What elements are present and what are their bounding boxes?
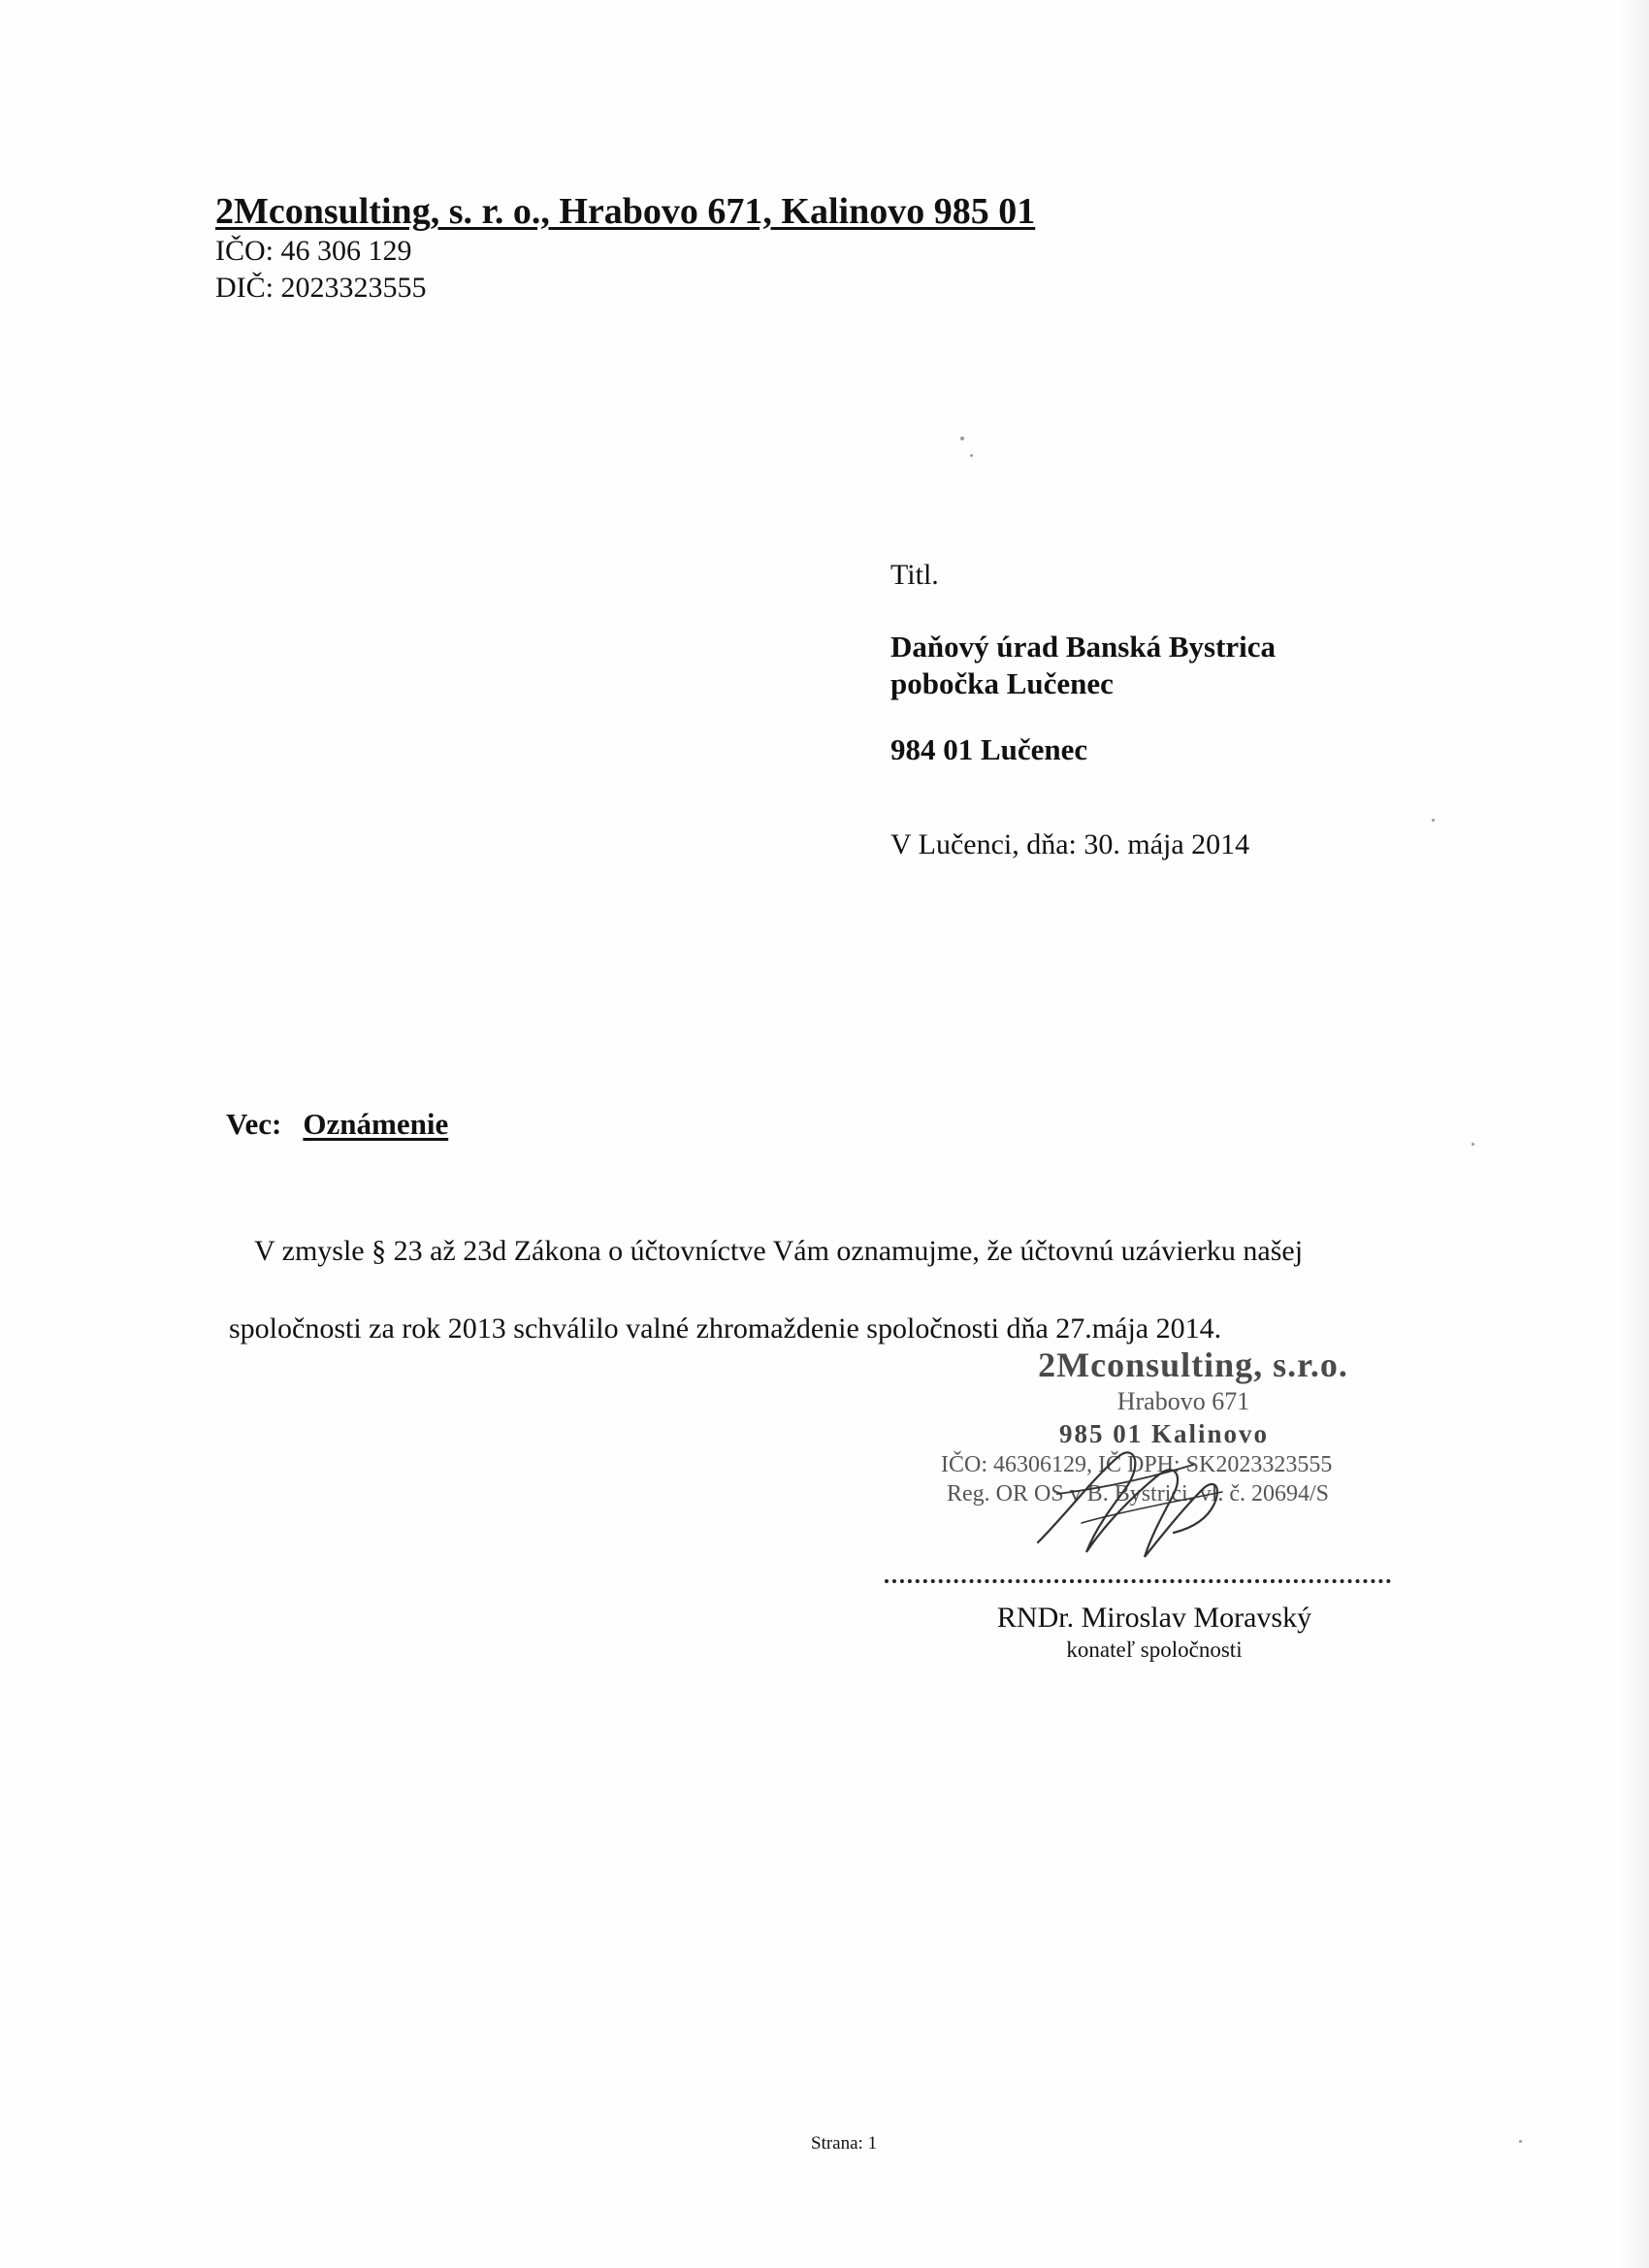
stamp-city: 985 01 Kalinovo: [1058, 1419, 1270, 1448]
page-number: Strana: 1: [811, 2133, 878, 2154]
scan-speck: [960, 437, 964, 440]
stamp-company-name: 2Mconsulting, s.r.o.: [1038, 1345, 1348, 1384]
sender-dic: DIČ: 2023323555: [215, 272, 427, 304]
letter-date: V Lučenci, dňa: 30. mája 2014: [890, 828, 1250, 860]
signature-dotted-line: [885, 1579, 1391, 1583]
recipient-office: [890, 629, 1276, 702]
signer-role: konateľ spoločnosti: [1066, 1637, 1243, 1662]
scan-speck: [1432, 819, 1435, 822]
sender-header: [215, 190, 1035, 307]
signer-block: [970, 1601, 1339, 1665]
sender-ico: IČO: 46 306 129: [215, 235, 412, 267]
recipient-greeting: Titl.: [890, 559, 939, 591]
scan-speck: [1471, 1143, 1474, 1146]
subject-value: Oznámenie: [303, 1107, 449, 1141]
scan-speck: [970, 454, 973, 457]
scan-speck: [1519, 2140, 1522, 2143]
recipient-city: 984 01 Lučenec: [890, 732, 1088, 766]
scan-shadow-edge: [1616, 0, 1649, 2268]
recipient-block: [890, 558, 1276, 862]
subject-line: [226, 1106, 448, 1143]
recipient-branch: pobočka Lučenec: [890, 666, 1114, 700]
sender-title: 2Mconsulting, s. r. o., Hrabovo 671, Kalinovo 985 01: [215, 191, 1036, 232]
recipient-office-name: Daňový úrad Banská Bystrica: [890, 630, 1277, 664]
body-paragraph: V zmysle § 23 až 23d Zákona o účtovníctve Vám oznamujme, že účtovnú uzávierku našej spoločnosti za rok 2013 schválilo valné zhromaždenie spoločnosti dňa 27.mája 2014.: [229, 1235, 1304, 1345]
stamp-street: Hrabovo 671: [1116, 1387, 1250, 1415]
handwritten-signature: [1028, 1436, 1242, 1581]
signer-name: RNDr. Miroslav Moravský: [996, 1602, 1312, 1634]
subject-label: Vec:: [226, 1107, 282, 1141]
stamp-registration: Reg. OR OS v B. Bystrici, vl. č. 20694/S: [947, 1481, 1330, 1507]
stamp-ids: IČO: 46306129, IČ DPH: SK2023323555: [941, 1452, 1333, 1477]
